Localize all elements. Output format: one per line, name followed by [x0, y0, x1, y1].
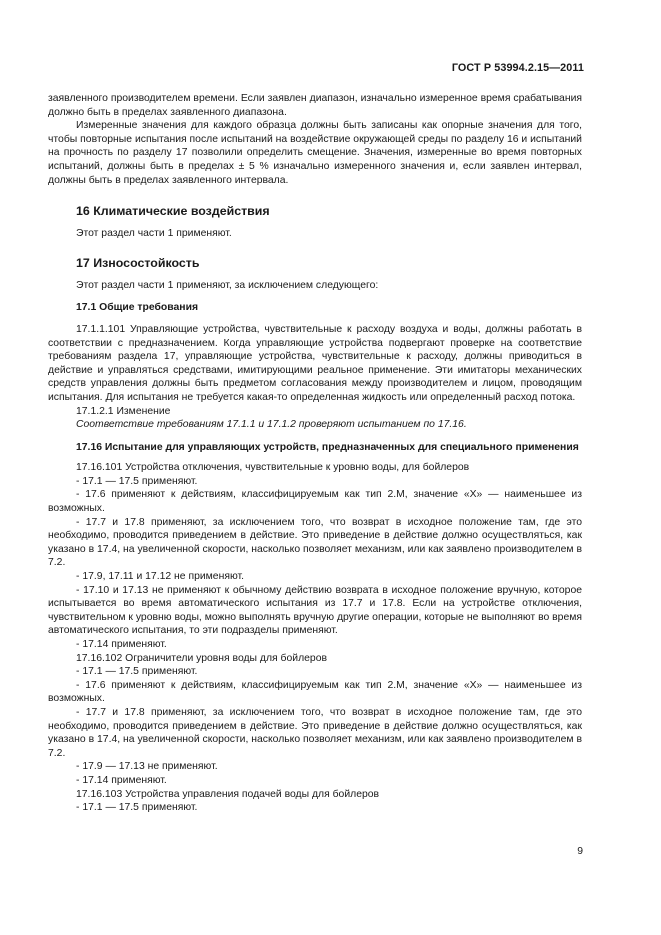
section-17-16-heading: 17.16 Испытание для управляющих устройств, предназначенных для специального применения: [76, 441, 579, 453]
paragraph: заявленного производителем времени. Если заявлен диапазон, изначально измеренное время срабатывания должно быть в пределах заявленного диапазона.: [48, 93, 582, 118]
compliance-note: Соответствие требованиям 17.1.1 и 17.1.2 проверяют испытанием по 17.16.: [76, 419, 467, 431]
paragraph: 17.1.1.101 Управляющие устройства, чувствительные к расходу воздуха и воды, должны работать в соответствии с предназначением. Когда управляющие устройства подвергают проверке на соответствие требованиям раздела 17, управляющие устройства, чувствительные к расходу, должны приводиться в действие и управляться средствами, имитирующими реальное применение. Эти имитаторы механических средств управления должны быть предметом согласования между производителем и лицом, проводящим испытания. Для испытания не требуется какая-то определенная жидкость или определенный расход потока.: [48, 323, 582, 403]
standard-code-header: ГОСТ Р 53994.2.15—2011: [451, 62, 584, 74]
list-item: - 17.6 применяют к действиям, классифицируемым как тип 2.М, значение «Х» — наименьшее из возможных.: [48, 679, 582, 705]
section-17-heading: 17 Износостойкость: [76, 255, 200, 270]
section-17-1-heading: 17.1 Общие требования: [76, 302, 199, 314]
paragraph: 17.16.103 Устройства управления подачей воды для бойлеров: [76, 788, 380, 800]
list-item: - 17.6 применяют к действиям, классифицируемым как тип 2.М, значение «Х» — наименьшее из возможных.: [48, 489, 582, 515]
list-item: - 17.1 — 17.5 применяют.: [76, 802, 198, 814]
list-item: - 17.14 применяют.: [76, 639, 167, 650]
list-item: - 17.7 и 17.8 применяют, за исключением того, что возврат в исходное положение там, где это необходимо, проводится приведением в действие. Это приведение в действие должно осуществляться, как указано в 17.4, на увеличенной скорости, насколько позволяет механизм, или как заявлено производителем в 7.2.: [48, 516, 582, 569]
paragraph: 17.16.102 Ограничители уровня воды для бойлеров: [76, 652, 328, 664]
section-16-heading: 16 Климатические воздействия: [76, 204, 270, 219]
paragraph: Этот раздел части 1 применяют.: [76, 228, 232, 240]
list-item: - 17.7 и 17.8 применяют, за исключением того, что возврат в исходное положение там, где это необходимо, проводится приведением в действие. Это приведение в действие должно осуществляться, как указано в 17.4, на увеличенной скорости, насколько позволяет механизм, или как заявлено производителем в 7.2.: [48, 706, 582, 759]
document-body: [48, 92, 582, 815]
list-item: - 17.1 — 17.5 применяют.: [76, 475, 198, 487]
paragraph: Этот раздел части 1 применяют, за исключением следующего:: [76, 279, 379, 291]
list-item: - 17.1 — 17.5 применяют.: [76, 666, 198, 678]
list-item: - 17.9 — 17.13 не применяют.: [76, 761, 218, 773]
paragraph: 17.16.101 Устройства отключения, чувствительные к уровню воды, для бойлеров: [76, 462, 470, 474]
paragraph: 17.1.2.1 Изменение: [76, 405, 171, 417]
list-item: - 17.10 и 17.13 не применяют к обычному действию возврата в исходное положение вручную, которое испытывается во время автоматического испытания из 17.7 и 17.8. Если на устройстве отключения, чувствительном к уровню воды, можно выполнять вручную другие операции, которые не выполняют во время автоматического испытания, то эти подразделы применяют.: [48, 584, 582, 637]
list-item: - 17.14 применяют.: [76, 774, 167, 786]
list-item: - 17.9, 17.11 и 17.12 не применяют.: [76, 571, 244, 583]
page-number: 9: [577, 846, 583, 857]
paragraph: Измеренные значения для каждого образца должны быть записаны как опорные значения для того, чтобы повторные испытания после испытаний на воздействие окружающей среды по разделу 16 и испытаний на прочность по разделу 17 позволили определить смещение. Значения, измеренные во время повторных испытаний, должны быть в пределах ± 5 % изначально измеренного значения и, если заявлен интервал, должны быть в пределах заявленного интервала.: [48, 120, 582, 186]
